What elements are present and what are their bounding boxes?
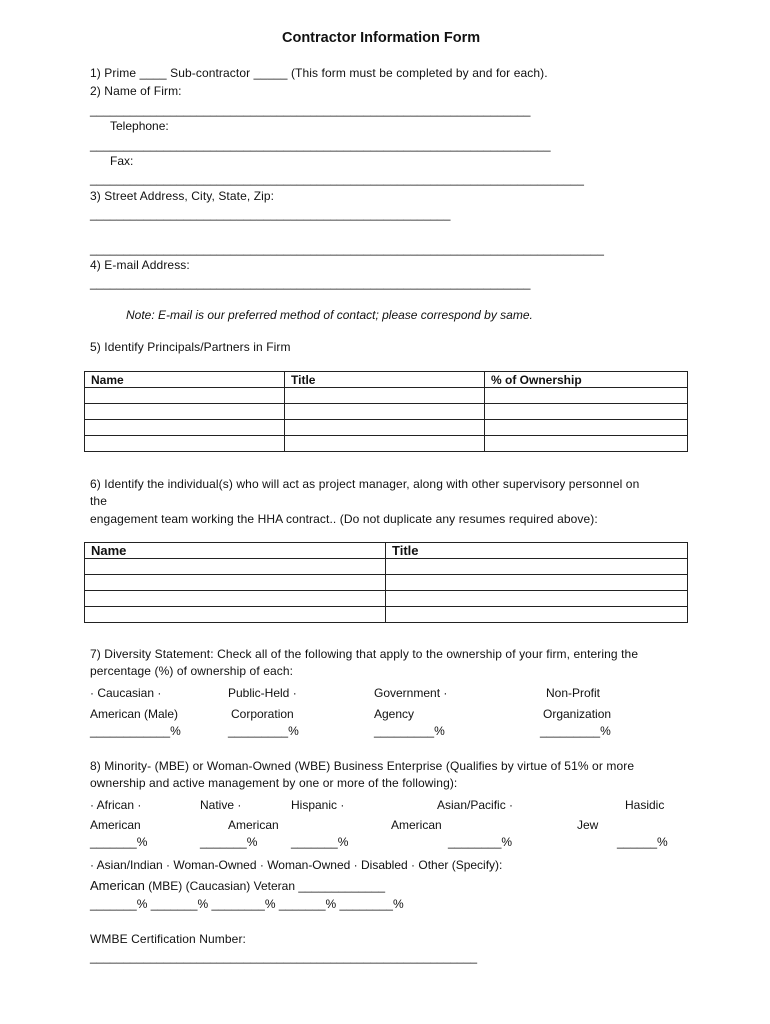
table-row: [85, 575, 688, 591]
minority-options-row-2[interactable]: · Asian/Indian · Woman-Owned · Woman-Owned · Disabled · Other (Specify):: [90, 858, 503, 872]
team-name-cell[interactable]: [85, 591, 386, 607]
minority-percent-field[interactable]: ______%: [617, 835, 668, 849]
diversity-option-line-1: Government ·: [374, 686, 448, 700]
fax-field[interactable]: __________________________________________________________________________: [90, 172, 584, 186]
principals-header-row: [85, 372, 688, 388]
diversity-percent-field[interactable]: _________%: [374, 724, 445, 738]
diversity-option-line-1: Public-Held ·: [228, 686, 297, 700]
principal-title-cell[interactable]: [285, 404, 485, 420]
fax-label: Fax:: [110, 154, 134, 168]
principal-ownership-cell[interactable]: [485, 420, 688, 436]
wmbe-certification-label: WMBE Certification Number:: [90, 932, 246, 946]
principals-header-name: Name: [85, 372, 285, 388]
minority-option-line-1: Hispanic ·: [291, 798, 345, 812]
diversity-option-line-2: Organization: [543, 707, 612, 721]
minority-option-line-2: Jew: [577, 818, 599, 832]
principals-header-title: Title: [285, 372, 485, 388]
diversity-option-line-2: Corporation: [231, 707, 294, 721]
diversity-option-line-1: · Caucasian ·: [90, 686, 162, 700]
minority-option-line-1: Hasidic: [625, 798, 665, 812]
diversity-percent-field[interactable]: _________%: [540, 724, 611, 738]
principal-name-cell[interactable]: [85, 388, 285, 404]
question-6-line-3: engagement team working the HHA contract.. (Do not duplicate any resumes required above):: [90, 512, 598, 526]
principal-title-cell[interactable]: [285, 436, 485, 452]
email-field[interactable]: __________________________________________________________________: [90, 276, 531, 290]
question-7-line-2: percentage (%) of ownership of each:: [90, 664, 294, 678]
team-header-row: [85, 543, 688, 559]
question-1: 1) Prime ____ Sub-contractor _____ (This form must be completed by and for each).: [90, 66, 548, 80]
diversity-percent-field[interactable]: _________%: [228, 724, 299, 738]
team-title-cell[interactable]: [386, 591, 688, 607]
team-title-cell[interactable]: [386, 607, 688, 623]
table-row: [85, 559, 688, 575]
address-field-2[interactable]: _____________________________________________________________________________: [90, 242, 604, 256]
minority-percent-field[interactable]: _______%: [291, 835, 349, 849]
minority-option-line-1: Native ·: [200, 798, 242, 812]
question-8-line-1: 8) Minority- (MBE) or Woman-Owned (WBE) Business Enterprise (Qualifies by virtue of 51% or more: [90, 759, 635, 773]
minority-percent-field[interactable]: ________%: [448, 835, 513, 849]
veteran-field[interactable]: (MBE) (Caucasian) Veteran _____________: [148, 879, 386, 893]
american-label: American: [90, 878, 145, 893]
minority-option-line-1: Asian/Pacific ·: [437, 798, 514, 812]
diversity-option-line-1: Non-Profit: [546, 686, 601, 700]
table-row: [85, 591, 688, 607]
principal-title-cell[interactable]: [285, 388, 485, 404]
wmbe-certification-field[interactable]: __________________________________________________________: [90, 950, 478, 964]
team-header-title: Title: [386, 543, 688, 559]
telephone-label: Telephone:: [110, 119, 169, 133]
contact-note: Note: E-mail is our preferred method of contact; please correspond by same.: [126, 308, 533, 322]
telephone-field[interactable]: _____________________________________________________________________: [90, 138, 551, 152]
team-table: [84, 542, 688, 623]
minority-option-line-2: American: [228, 818, 279, 832]
team-title-cell[interactable]: [386, 575, 688, 591]
question-6-line-1: 6) Identify the individual(s) who will act as project manager, along with other supervisory personnel on: [90, 477, 640, 491]
principals-table: [84, 371, 688, 452]
diversity-percent-field[interactable]: ____________%: [90, 724, 181, 738]
principals-header-ownership: % of Ownership: [485, 372, 688, 388]
diversity-option-line-2: American (Male): [90, 707, 179, 721]
diversity-option-line-2: Agency: [374, 707, 415, 721]
question-2: 2) Name of Firm:: [90, 84, 182, 98]
address-field-1[interactable]: ______________________________________________________: [90, 207, 451, 221]
form-title: Contractor Information Form: [282, 30, 481, 46]
principal-ownership-cell[interactable]: [485, 388, 688, 404]
team-name-cell[interactable]: [85, 575, 386, 591]
principal-ownership-cell[interactable]: [485, 404, 688, 420]
question-5: 5) Identify Principals/Partners in Firm: [90, 340, 291, 354]
minority-option-line-1: · African ·: [90, 798, 142, 812]
minority-options-row-2-line-2: [90, 878, 385, 893]
team-name-cell[interactable]: [85, 559, 386, 575]
question-6-line-2: the: [90, 494, 107, 508]
minority-percent-field[interactable]: _______%: [200, 835, 258, 849]
principal-name-cell[interactable]: [85, 436, 285, 452]
table-row: [85, 436, 688, 452]
firm-name-field[interactable]: __________________________________________________________________: [90, 103, 531, 117]
team-title-cell[interactable]: [386, 559, 688, 575]
principal-name-cell[interactable]: [85, 420, 285, 436]
principal-title-cell[interactable]: [285, 420, 485, 436]
table-row: [85, 420, 688, 436]
minority-option-line-2: American: [90, 818, 141, 832]
question-3: 3) Street Address, City, State, Zip:: [90, 189, 275, 203]
minority-option-line-2: American: [391, 818, 442, 832]
minority-percent-field[interactable]: _______%: [90, 835, 148, 849]
table-row: [85, 607, 688, 623]
team-header-name: Name: [85, 543, 386, 559]
principal-name-cell[interactable]: [85, 404, 285, 420]
minority-row-2-percent-fields[interactable]: _______% _______% ________% _______% ________%: [90, 897, 404, 911]
team-name-cell[interactable]: [85, 607, 386, 623]
question-7-line-1: 7) Diversity Statement: Check all of the following that apply to the ownership of your firm, entering the: [90, 647, 639, 661]
table-row: [85, 404, 688, 420]
question-4: 4) E-mail Address:: [90, 258, 190, 272]
table-row: [85, 388, 688, 404]
question-8-line-2: ownership and active management by one or more of the following):: [90, 776, 458, 790]
principal-ownership-cell[interactable]: [485, 436, 688, 452]
